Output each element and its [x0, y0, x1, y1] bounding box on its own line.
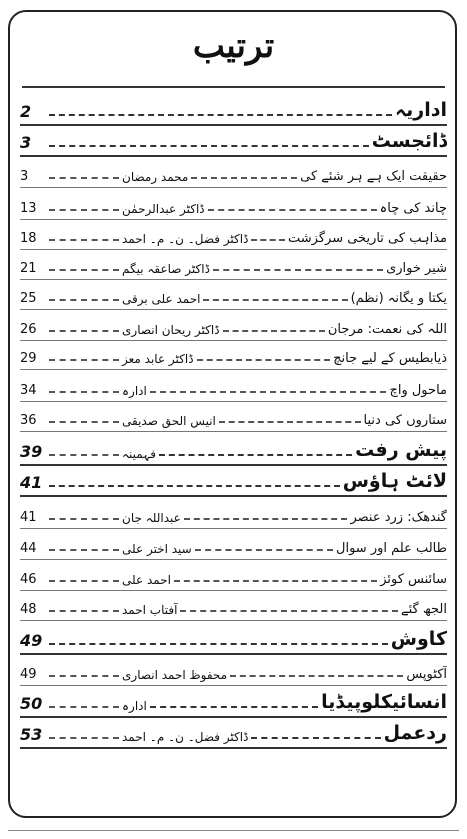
toc-entry-row[interactable]: [20, 313, 447, 337]
toc-entry-row[interactable]: [20, 342, 447, 366]
leader-dashes: [49, 580, 119, 582]
entry-title: حقیقت ایک ہے ہر شئے کی: [300, 169, 447, 184]
leader-dashes: [49, 330, 119, 332]
leader-dashes: [195, 549, 333, 551]
leader-dashes: [49, 145, 369, 147]
leader-dashes: [219, 421, 361, 423]
row-separator: [20, 620, 447, 621]
entry-author: ادارہ: [122, 384, 147, 398]
leader-dashes: [49, 549, 119, 551]
leader-dashes: [49, 421, 119, 423]
entry-title: ذیابطیس کے لیے جانچ: [333, 351, 447, 366]
entry-author: ادارہ: [122, 699, 147, 713]
title-underline: [22, 86, 445, 88]
entry-page-number: 25: [20, 291, 37, 306]
toc-section-row[interactable]: [20, 437, 447, 461]
entry-page-number: 18: [20, 231, 37, 246]
entry-page-number: 46: [20, 572, 37, 587]
entry-page-number: 50: [20, 694, 43, 713]
entry-author: ڈاکٹر صاعقہ بیگم: [122, 262, 210, 276]
entry-page-number: 53: [20, 725, 43, 744]
leader-dashes: [150, 391, 387, 393]
entry-title: گندھک: زرد عنصر: [350, 510, 447, 525]
toc-entry-row[interactable]: [20, 282, 447, 306]
row-separator: [20, 219, 447, 220]
entry-title: انسائیکلوپیڈیا: [321, 691, 447, 713]
toc-entry-row[interactable]: [20, 501, 447, 525]
leader-dashes: [223, 330, 325, 332]
leader-dashes: [230, 675, 403, 677]
leader-dashes: [197, 359, 331, 361]
toc-section-row[interactable]: [20, 468, 447, 492]
entry-page-number: 36: [20, 413, 37, 428]
toc-entry-row[interactable]: [20, 374, 447, 398]
leader-dashes: [49, 299, 119, 301]
leader-dashes: [150, 706, 318, 708]
toc-entry-row[interactable]: [20, 563, 447, 587]
entry-page-number: 3: [20, 169, 29, 184]
entry-page-number: 13: [20, 201, 37, 216]
toc-entry-row[interactable]: [20, 192, 447, 216]
entry-title: مذاہب کی تاریخی سرگزشت: [288, 231, 447, 246]
row-separator: [20, 155, 447, 157]
leader-dashes: [191, 177, 297, 179]
leader-dashes: [49, 269, 119, 271]
row-separator: [20, 653, 447, 655]
entry-page-number: 21: [20, 261, 37, 276]
row-separator: [20, 747, 447, 749]
leader-dashes: [49, 391, 119, 393]
entry-title: الجھ گئے: [400, 602, 447, 617]
entry-author: ڈاکٹر عبدالرحمٰن: [122, 202, 205, 216]
entry-page-number: 44: [20, 541, 37, 556]
row-separator: [20, 309, 447, 310]
entry-page-number: 2: [20, 102, 32, 121]
entry-title: طالب علم اور سوال: [336, 541, 447, 556]
page-title: ترتیب: [192, 26, 275, 66]
leader-dashes: [49, 177, 119, 179]
entry-author: احمد علی برقی: [122, 292, 201, 306]
leader-dashes: [203, 299, 347, 301]
leader-dashes: [49, 209, 119, 211]
entry-author: سید اختر علی: [122, 542, 192, 556]
toc-section-row[interactable]: [20, 128, 447, 152]
entry-page-number: 48: [20, 602, 37, 617]
page-bottom-line: [8, 830, 459, 831]
leader-dashes: [49, 485, 340, 487]
entry-page-number: 41: [20, 510, 37, 525]
row-separator: [20, 464, 447, 466]
entry-author: ڈاکٹر فضل۔ ن۔ م۔ احمد: [122, 232, 249, 246]
entry-page-number: 39: [20, 442, 43, 461]
entry-author: احمد علی: [122, 573, 171, 587]
toc-section-row[interactable]: [20, 689, 447, 713]
leader-dashes: [49, 643, 388, 645]
leader-dashes: [251, 737, 380, 739]
leader-dashes: [174, 580, 377, 582]
toc-entry-row[interactable]: [20, 222, 447, 246]
entry-page-number: 3: [20, 133, 32, 152]
entry-title: اللہ کی نعمت: مرجان: [327, 322, 447, 337]
toc-entry-row[interactable]: [20, 593, 447, 617]
entry-title: ردعمل: [383, 722, 447, 744]
entry-author: فہمینہ: [122, 447, 156, 461]
row-separator: [20, 716, 447, 718]
leader-dashes: [251, 239, 285, 241]
leader-dashes: [180, 610, 398, 612]
entry-page-number: 29: [20, 351, 37, 366]
leader-dashes: [49, 737, 119, 739]
leader-dashes: [49, 610, 119, 612]
entry-author: ڈاکٹر عابد معز: [122, 352, 194, 366]
toc-entry-row[interactable]: [20, 658, 447, 682]
leader-dashes: [49, 675, 119, 677]
entry-author: آفتاب احمد: [122, 603, 178, 617]
entry-page-number: 34: [20, 383, 37, 398]
leader-dashes: [49, 706, 119, 708]
leader-dashes: [49, 518, 119, 520]
entry-title: چاند کی چاہ: [379, 201, 447, 216]
row-separator: [20, 249, 447, 250]
entry-page-number: 49: [20, 667, 37, 682]
entry-title: یکتا و یگانہ (نظم): [350, 291, 447, 306]
entry-author: عبداللہ جان: [122, 511, 181, 525]
row-separator: [20, 431, 447, 432]
entry-page-number: 26: [20, 322, 37, 337]
row-separator: [20, 495, 447, 497]
entry-author: محفوظ احمد انصاری: [122, 668, 228, 682]
leader-dashes: [159, 454, 352, 456]
entry-author: ڈاکٹر ریحان انصاری: [122, 323, 220, 337]
entry-title: آکٹوپس: [406, 667, 447, 682]
toc-section-row[interactable]: [20, 97, 447, 121]
row-separator: [20, 401, 447, 402]
entry-author: انیس الحق صدیقی: [122, 414, 216, 428]
entry-author: ڈاکٹر فضل۔ ن۔ م۔ احمد: [122, 730, 249, 744]
leader-dashes: [49, 114, 392, 116]
row-separator: [20, 685, 447, 686]
leader-dashes: [184, 518, 348, 520]
toc-entry-row[interactable]: [20, 252, 447, 276]
leader-dashes: [49, 454, 119, 456]
leader-dashes: [49, 359, 119, 361]
toc-section-row[interactable]: [20, 720, 447, 744]
row-separator: [20, 559, 447, 560]
entry-title: کاوش: [390, 628, 447, 650]
entry-author: محمد رمضان: [122, 170, 189, 184]
entry-title: ستاروں کی دنیا: [363, 413, 447, 428]
row-separator: [20, 279, 447, 280]
entry-page-number: 49: [20, 631, 43, 650]
leader-dashes: [49, 239, 119, 241]
row-separator: [20, 340, 447, 341]
leader-dashes: [208, 209, 377, 211]
toc-section-row[interactable]: [20, 626, 447, 650]
entry-title: پیش رفت: [355, 439, 447, 461]
row-separator: [20, 124, 447, 126]
entry-title: شیر خواری: [386, 261, 447, 276]
row-separator: [20, 528, 447, 529]
toc-entry-row[interactable]: [20, 532, 447, 556]
row-separator: [20, 590, 447, 591]
toc-entry-row[interactable]: [20, 404, 447, 428]
entry-title: ماحول واچ: [389, 383, 447, 398]
entry-title: اداریہ: [395, 99, 447, 121]
row-separator: [20, 187, 447, 188]
row-separator: [20, 369, 447, 370]
entry-title: سائنس کوئز: [380, 572, 447, 587]
toc-entry-row[interactable]: [20, 160, 447, 184]
entry-title: ڈائجسٹ: [371, 130, 447, 152]
entry-title: لائٹ ہاؤس: [342, 470, 447, 492]
leader-dashes: [213, 269, 383, 271]
entry-page-number: 41: [20, 473, 43, 492]
